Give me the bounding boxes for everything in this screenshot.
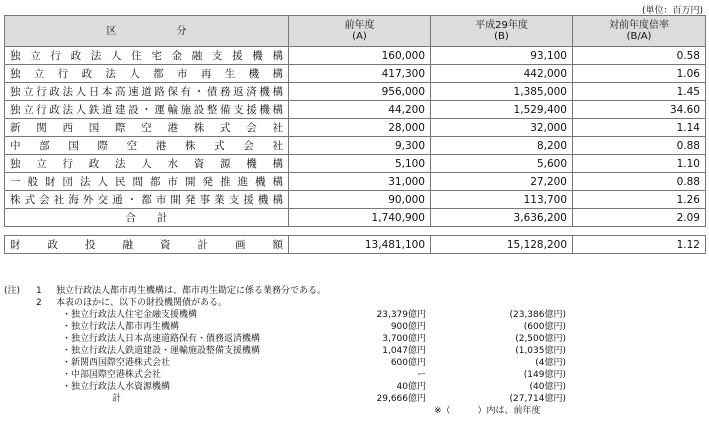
- bond-amount: 900億円: [390, 322, 426, 332]
- bond-prev-amount: (40億円): [529, 382, 566, 392]
- table-header-row: [5, 16, 706, 47]
- spacer-cell: [573, 227, 706, 236]
- notes-label: (注): [4, 286, 21, 296]
- footnote-row: [4, 405, 705, 417]
- current-year-value: 3,636,200: [431, 209, 573, 227]
- prev-year-value: 13,481,100: [289, 236, 431, 254]
- bond-amount: 600億円: [390, 358, 426, 368]
- header-prev-year: [289, 16, 431, 47]
- bond-prev-amount: (2,500億円): [515, 334, 566, 344]
- bond-prev-amount: (4億円): [535, 358, 566, 368]
- ratio-value: 0.88: [573, 173, 706, 191]
- header-prev-year-code: (A): [352, 31, 367, 42]
- row-name: [5, 119, 289, 137]
- row-name: [5, 137, 289, 155]
- current-year-value: 93,100: [431, 47, 573, 65]
- current-year-value: 5,600: [431, 155, 573, 173]
- current-year-value: 442,000: [431, 65, 573, 83]
- bond-issuer: ・独立行政法人水資源機構: [62, 382, 171, 392]
- bond-total-row: [4, 393, 705, 405]
- bond-issuer: ・新関西国際空港株式会社: [62, 358, 171, 368]
- bond-issuer: ・独立行政法人都市再生機構: [62, 322, 180, 332]
- row-name: [5, 47, 289, 65]
- row-name-text: 独立行政法人都市再生機構: [10, 68, 283, 80]
- ratio-value: 1.06: [573, 65, 706, 83]
- row-name: [5, 209, 289, 227]
- current-year-value: 113,700: [431, 191, 573, 209]
- note-2: [4, 297, 705, 309]
- unit-label: (単位：百万円): [641, 6, 703, 16]
- prev-year-value: 956,000: [289, 83, 431, 101]
- spacer-cell: [431, 227, 573, 236]
- current-year-value: 15,128,200: [431, 236, 573, 254]
- fiscal-investment-table: [4, 15, 706, 254]
- current-year-value: 8,200: [431, 137, 573, 155]
- note-1: [4, 285, 705, 297]
- row-name: [5, 83, 289, 101]
- bond-item: [4, 321, 705, 333]
- header-current-year: [431, 16, 573, 47]
- ratio-value: 1.12: [573, 236, 706, 254]
- bond-prev-amount: (23,386億円): [509, 310, 566, 320]
- header-ratio: [573, 16, 706, 47]
- bond-item: [4, 333, 705, 345]
- current-year-value: 32,000: [431, 119, 573, 137]
- bond-total-label: 計: [112, 394, 122, 404]
- table-row: [5, 101, 706, 119]
- ratio-value: 1.26: [573, 191, 706, 209]
- row-name-text: 独立行政法人住宅金融支援機構: [10, 50, 283, 62]
- prev-year-value: 160,000: [289, 47, 431, 65]
- bond-issuer: ・独立行政法人日本高速道路保有・債務返済機構: [62, 334, 261, 344]
- row-name: [5, 155, 289, 173]
- current-year-value: 1,529,400: [431, 101, 573, 119]
- row-name-text: 独立行政法人日本高速道路保有・債務返済機構: [10, 86, 283, 98]
- note-1-text: 独立行政法人都市再生機構は、都市再生勘定に係る業務分である。: [56, 286, 327, 296]
- prev-year-value: 44,200: [289, 101, 431, 119]
- table-row: [5, 47, 706, 65]
- prev-year-value: 5,100: [289, 155, 431, 173]
- header-ratio-label: 対前年度倍率: [609, 20, 669, 31]
- prev-year-value: 31,000: [289, 173, 431, 191]
- current-year-value: 27,200: [431, 173, 573, 191]
- ratio-value: 1.45: [573, 83, 706, 101]
- spacer-cell: [289, 227, 431, 236]
- header-prev-year-label: 前年度: [344, 20, 375, 31]
- ratio-value: 0.58: [573, 47, 706, 65]
- row-name: [5, 101, 289, 119]
- bond-item: [4, 309, 705, 321]
- bond-issuer: ・中部国際空港株式会社: [62, 370, 162, 380]
- row-name-text: 財政投融資計画額: [10, 239, 283, 251]
- row-name-text: 株式会社海外交通・都市開発事業支援機構: [10, 194, 283, 206]
- bond-issuer: ・独立行政法人鉄道建設・運輸施設整備支援機構: [62, 346, 261, 356]
- footnote: ※（ ）内は、前年度: [434, 406, 541, 416]
- row-name-text: 独立行政法人水資源機構: [10, 158, 283, 170]
- header-ratio-code: (B/A): [626, 31, 652, 42]
- row-name: [5, 191, 289, 209]
- row-name-text: 中部国際空港株式会社: [10, 140, 283, 152]
- prev-year-value: 9,300: [289, 137, 431, 155]
- table-row: [5, 119, 706, 137]
- table-row: [5, 173, 706, 191]
- table-row: [5, 65, 706, 83]
- ratio-value: 2.09: [573, 209, 706, 227]
- row-name: [5, 236, 289, 254]
- bond-prev-amount: (600億円): [523, 322, 566, 332]
- ratio-value: 1.14: [573, 119, 706, 137]
- row-name-text: 一般財団法人民間都市開発推進機構: [10, 176, 283, 188]
- bond-amount: 40億円: [396, 382, 426, 392]
- bond-item: [4, 381, 705, 393]
- bond-prev-amount: (149億円): [523, 370, 566, 380]
- bond-amount: 1,047億円: [382, 346, 426, 356]
- bond-issuer: ・独立行政法人住宅金融支援機構: [62, 310, 198, 320]
- prev-year-value: 28,000: [289, 119, 431, 137]
- table-row: [5, 83, 706, 101]
- bond-item: [4, 357, 705, 369]
- prev-year-value: 90,000: [289, 191, 431, 209]
- bond-amount: 3,700億円: [382, 334, 426, 344]
- header-current-year-label: 平成29年度: [475, 20, 528, 31]
- bond-total-prev: (27,714億円): [509, 394, 566, 404]
- header-current-year-code: (B): [494, 31, 509, 42]
- row-name-text: 独立行政法人鉄道建設・運輸施設整備支援機構: [10, 104, 283, 116]
- note-2-number: 2: [36, 298, 42, 308]
- spacer-cell: [5, 227, 289, 236]
- row-name: [5, 65, 289, 83]
- ratio-value: 34.60: [573, 101, 706, 119]
- table-row: [5, 155, 706, 173]
- total-row: [5, 209, 706, 227]
- bond-prev-amount: (1,035億円): [515, 346, 566, 356]
- bond-amount: ー: [416, 370, 426, 380]
- bond-amount: 23,379億円: [376, 310, 426, 320]
- ratio-value: 1.10: [573, 155, 706, 173]
- ratio-value: 0.88: [573, 137, 706, 155]
- note-1-number: 1: [36, 286, 42, 296]
- table-spacer: [5, 227, 706, 236]
- table-row: [5, 191, 706, 209]
- prev-year-value: 417,300: [289, 65, 431, 83]
- current-year-value: 1,385,000: [431, 83, 573, 101]
- note-2-text: 本表のほかに、以下の財投機関債がある。: [56, 298, 228, 308]
- bond-item: [4, 369, 705, 381]
- bond-item: [4, 345, 705, 357]
- row-name-text: 合 計: [125, 212, 168, 224]
- table-row: [5, 137, 706, 155]
- bond-list: [4, 309, 705, 393]
- header-category: 区 分: [5, 16, 289, 47]
- bond-total-amount: 29,666億円: [376, 394, 426, 404]
- row-name-text: 新関西国際空港株式会社: [10, 122, 283, 134]
- notes-section: [4, 285, 705, 417]
- row-name: [5, 173, 289, 191]
- fiscal-plan-row: [5, 236, 706, 254]
- prev-year-value: 1,740,900: [289, 209, 431, 227]
